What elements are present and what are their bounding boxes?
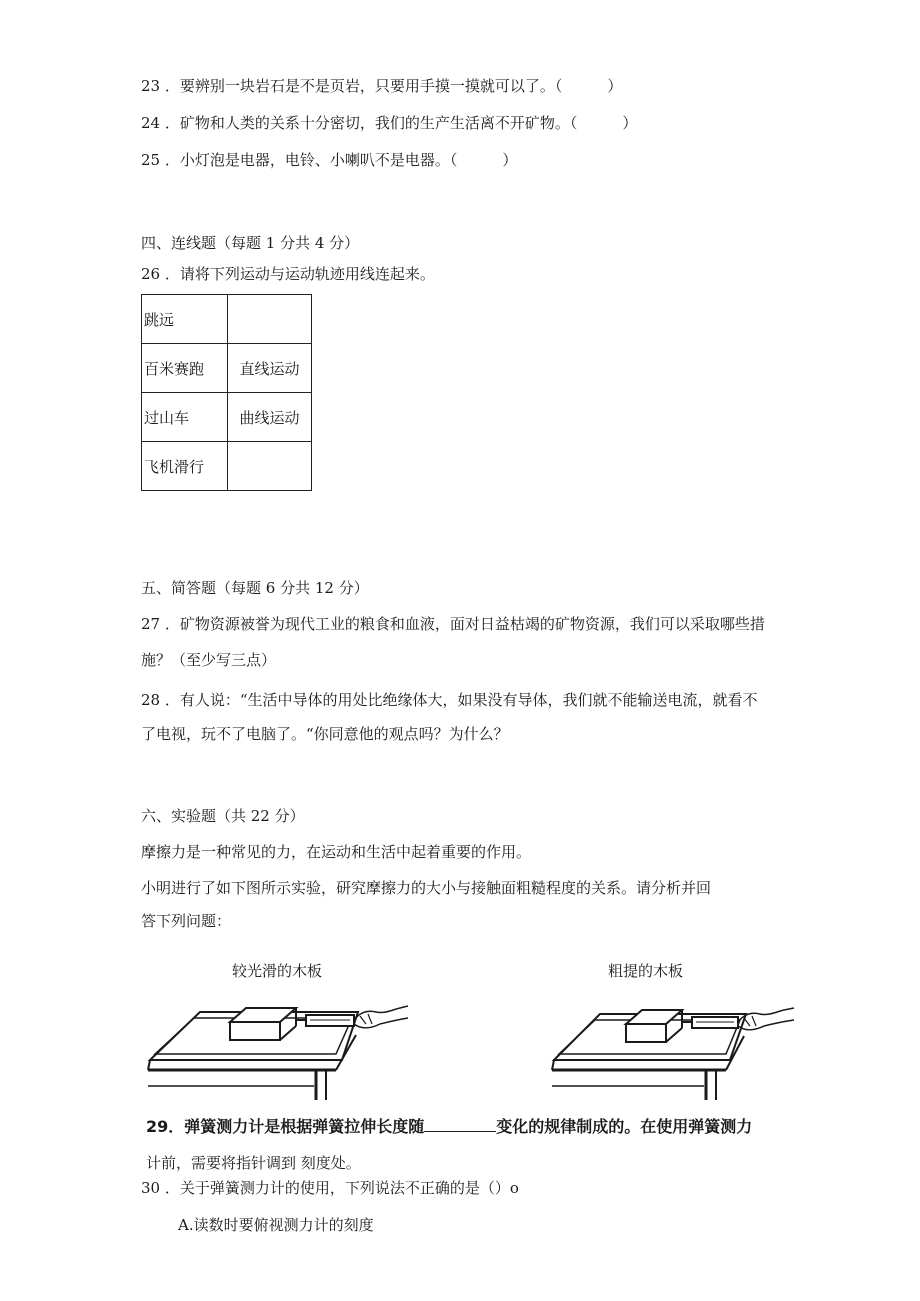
trajectory-cell: 直线运动 — [228, 344, 312, 393]
experiment-intro-2: 小明进行了如下图所示实验，研究摩擦力的大小与接触面粗糙程度的关系。请分析并回 — [141, 879, 712, 897]
trajectory-cell — [228, 442, 312, 491]
section-4-heading: 四、连线题（每题 1 分共 4 分） — [141, 234, 360, 252]
experiment-intro-3: 答下列问题： — [141, 912, 232, 930]
question-30: 30 ．关于弹簧测力计的使用，下列说法不正确的是（）o — [141, 1179, 519, 1197]
question-29-part-1: 29．弹簧测力计是根据弹簧拉伸长度随 — [146, 1117, 425, 1136]
question-26: 26 ．请将下列运动与运动轨迹用线连起来。 — [141, 265, 435, 283]
figure-right-caption: 粗提的木板 — [608, 962, 684, 980]
rough-board-figure — [550, 990, 800, 1102]
question-28-line-1: 28 ．有人说：“生活中导体的用处比绝缘体大，如果没有导体，我们就不能输送电流，就看不 — [141, 691, 758, 709]
question-24: 24 ．矿物和人类的关系十分密切，我们的生产生活离不开矿物。（ ） — [141, 114, 638, 132]
table-row — [142, 442, 312, 491]
motion-cell: 过山车 — [142, 393, 228, 442]
question-29-part-2: 变化的规律制成的。在使用弹簧测力 — [496, 1117, 753, 1136]
trajectory-cell: 曲线运动 — [228, 393, 312, 442]
motion-cell: 跳远 — [142, 295, 228, 344]
question-23: 23 ．要辨别一块岩石是不是页岩，只要用手摸一摸就可以了。（ ） — [141, 77, 623, 95]
experiment-intro-1: 摩擦力是一种常见的力，在运动和生活中起着重要的作用。 — [141, 843, 532, 861]
answer-blank[interactable] — [424, 1117, 496, 1132]
question-29-line-2: 计前，需要将指针调到 刻度处。 — [146, 1154, 361, 1172]
section-6-heading: 六、实验题（共 22 分） — [141, 807, 305, 825]
table-row — [142, 344, 312, 393]
matching-table — [141, 294, 312, 491]
smooth-board-figure — [146, 990, 416, 1102]
question-28-line-2: 了电视，玩不了电脑了。“你同意他的观点吗？为什么？ — [141, 725, 509, 743]
trajectory-cell — [228, 295, 312, 344]
table-row — [142, 393, 312, 442]
table-row — [142, 295, 312, 344]
question-30-option-a: A.读数时要俯视测力计的刻度 — [178, 1216, 374, 1234]
motion-cell: 百米赛跑 — [142, 344, 228, 393]
section-5-heading: 五、简答题（每题 6 分共 12 分） — [141, 579, 369, 597]
question-27-line-2: 施？（至少写三点） — [141, 651, 277, 669]
question-25: 25 ．小灯泡是电器，电铃、小喇叭不是电器。（ ） — [141, 151, 518, 169]
question-27-line-1: 27 ．矿物资源被誉为现代工业的粮食和血液，面对日益枯竭的矿物资源，我们可以采取哪些措 — [141, 615, 765, 633]
figure-left-caption: 较光滑的木板 — [232, 962, 323, 980]
motion-cell: 飞机滑行 — [142, 442, 228, 491]
question-29-line-1 — [146, 1117, 752, 1137]
